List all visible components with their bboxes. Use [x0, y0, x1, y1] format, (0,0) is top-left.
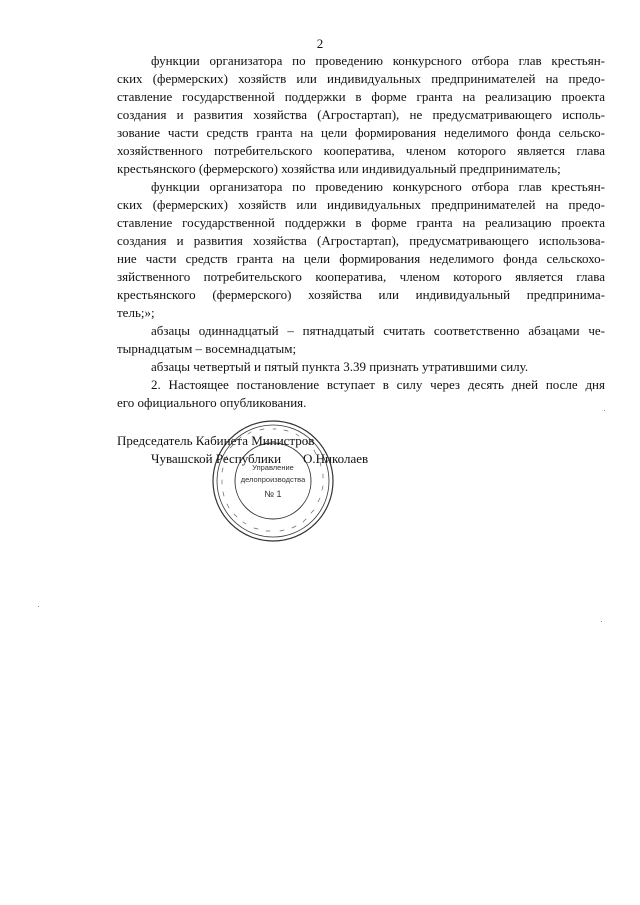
scan-speck [604, 410, 605, 411]
seal-center-text: делопроизводства [240, 475, 306, 484]
seal-center-text: Управление [252, 463, 294, 472]
body-line: крестьянского (фермерского) хозяйства или индивидуальный предпринима- [117, 287, 605, 302]
body-line: тель;»; [117, 305, 155, 320]
body-line: зяйственного потребительского кооператива, членом которого является глава [117, 269, 605, 284]
signatory-title: Чувашской Республики [151, 451, 282, 466]
body-line: тырнадцатым – восемнадцатым; [117, 341, 297, 356]
body-line: абзацы четвертый и пятый пункта 3.39 признать утратившими силу. [151, 359, 529, 374]
body-line: ние части средств гранта на цели формирования неделимого фонда сельскохо- [117, 251, 605, 266]
body-line: создания и развития хозяйства (Агростартап), предусматривающего использова- [117, 233, 605, 248]
body-line: его официального опубликования. [117, 395, 307, 410]
body-line: абзацы одиннадцатый – пятнадцатый считать соответственно абзацами че- [151, 323, 605, 338]
body-line: ских (фермерских) хозяйств или индивидуальных предпринимателей на предо- [117, 71, 605, 86]
body-line: 2. Настоящее постановление вступает в силу через десять дней после дня [151, 377, 605, 392]
body-line: ставление государственной поддержки в форме гранта на реализацию проекта [117, 89, 605, 104]
body-line: крестьянского (фермерского) хозяйства или индивидуальный предприниматель; [117, 161, 561, 176]
body-line: ских (фермерских) хозяйств или индивидуальных предпринимателей на предо- [117, 197, 605, 212]
scan-speck [38, 606, 39, 607]
body-line: зование части средств гранта на цели формирования неделимого фонда сельско- [117, 125, 605, 140]
scan-speck [601, 621, 602, 622]
seal-number: № 1 [264, 489, 282, 499]
body-line: ставление государственной поддержки в форме гранта на реализацию проекта [117, 215, 605, 230]
signatory-name: О.Николаев [303, 451, 369, 466]
page-number: 2 [316, 36, 324, 51]
body-line: создания и развития хозяйства (Агростартап), не предусматривающего исполь- [117, 107, 605, 122]
signatory-title: Председатель Кабинета Министров [117, 433, 315, 448]
body-line: функции организатора по проведению конкурсного отбора глав крестьян- [151, 53, 605, 68]
body-line: функции организатора по проведению конкурсного отбора глав крестьян- [151, 179, 605, 194]
body-line: хозяйственного потребительского кооператива, членом которого является глава [117, 143, 605, 158]
